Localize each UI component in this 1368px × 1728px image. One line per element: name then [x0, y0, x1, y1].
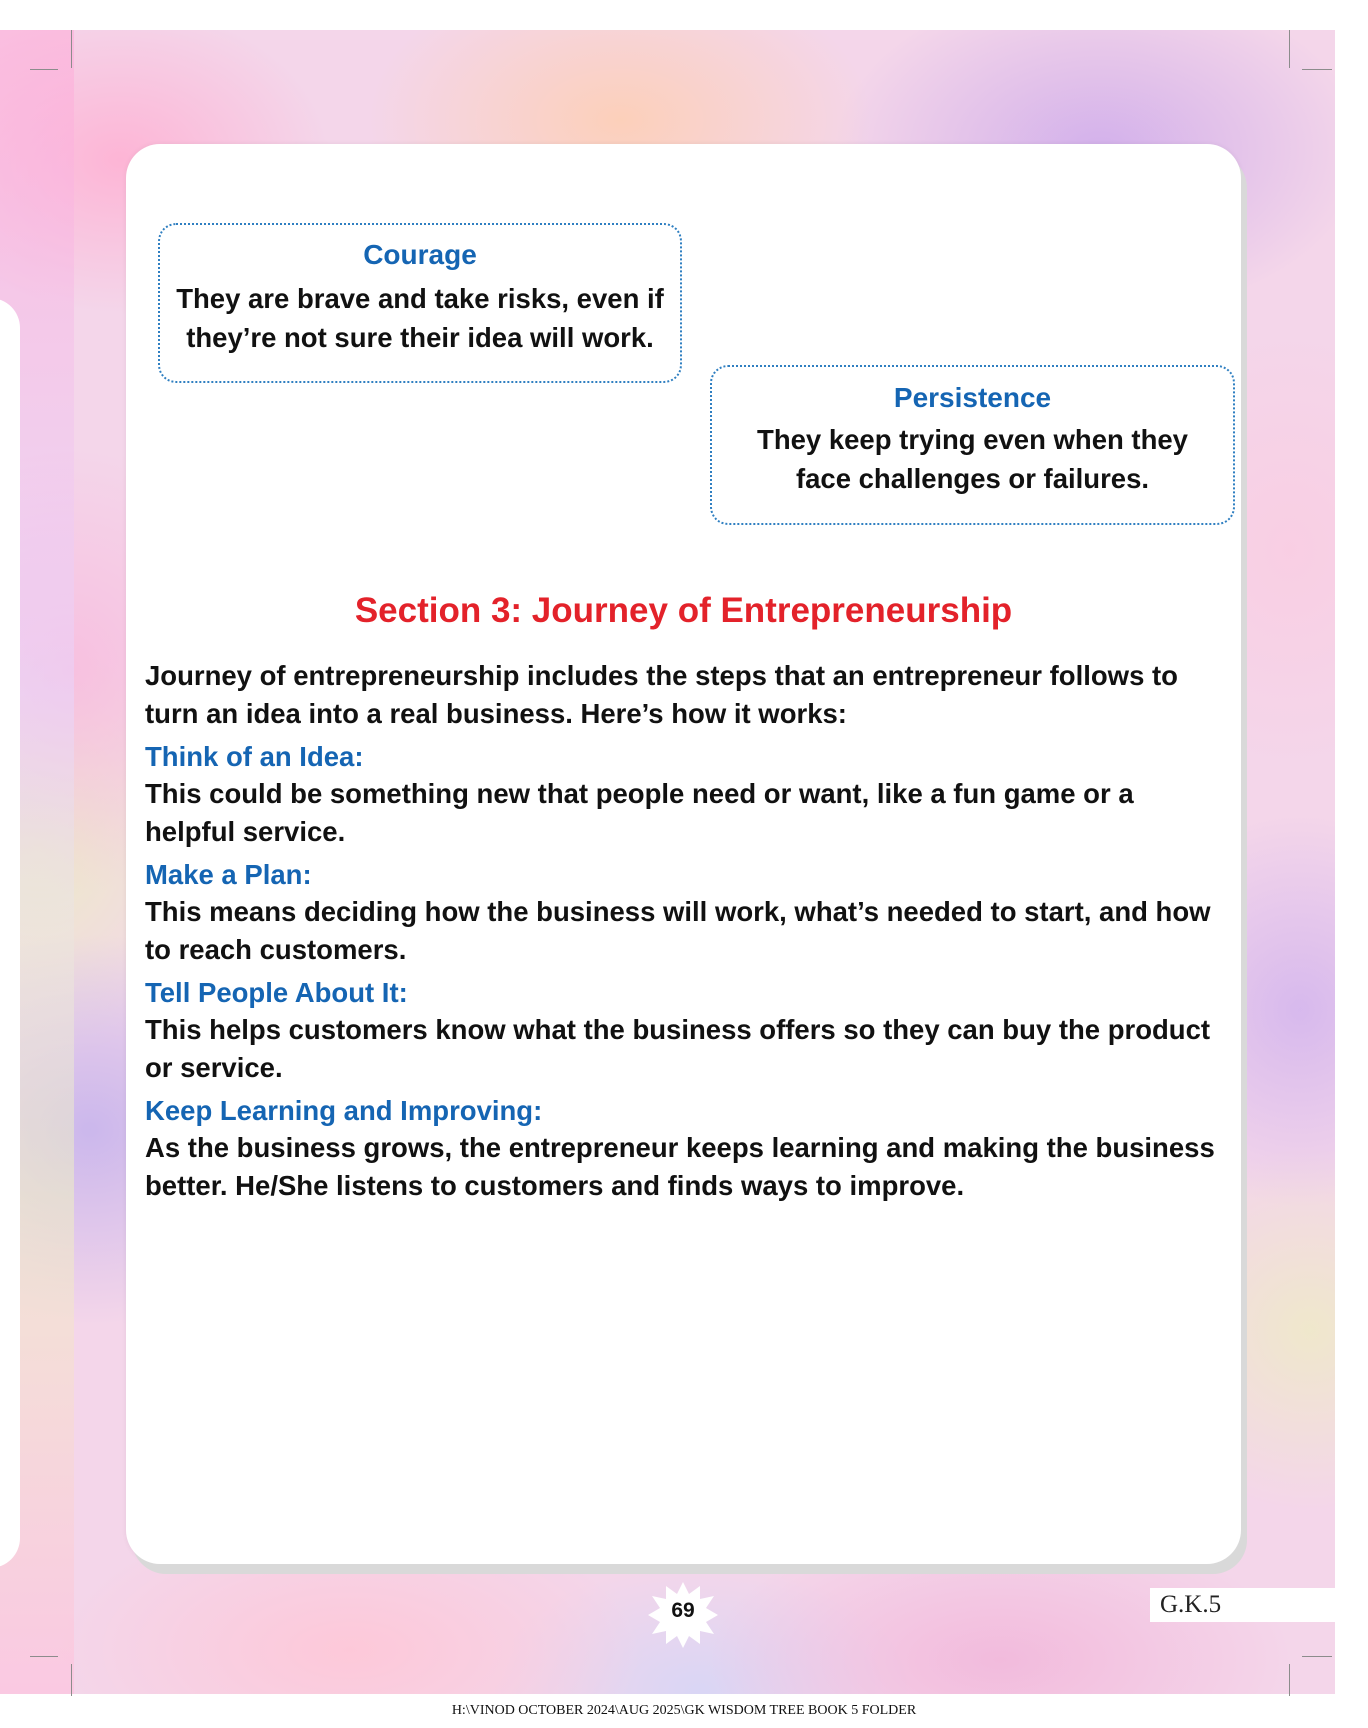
section-body [145, 657, 1230, 1211]
crop-mark [1289, 1664, 1290, 1696]
trait-line: They keep trying even when they [757, 424, 1188, 455]
intro-paragraph: Journey of entrepreneurship includes the steps that an entrepreneur follows to turn an idea into a real business. Here’s how it works: [145, 660, 1178, 729]
step-item [145, 739, 1230, 851]
crop-mark [71, 1664, 72, 1696]
step-title: Keep Learning and Improving: [145, 1095, 543, 1126]
step-item [145, 857, 1230, 969]
trait-box-courage [158, 223, 682, 383]
trait-title: Courage [363, 239, 477, 270]
step-title: Think of an Idea: [145, 741, 364, 772]
trait-line: face challenges or failures. [795, 463, 1150, 494]
section-heading: Section 3: Journey of Entrepreneurship [354, 591, 1013, 630]
step-text: This could be something new that people need or want, like a fun game or a helpful service. [145, 778, 1134, 847]
step-text: As the business grows, the entrepreneur keeps learning and making the business better. He/She listens to customers and finds ways to improve. [145, 1132, 1215, 1201]
crop-mark [1302, 1656, 1332, 1657]
previous-page-edge [0, 298, 20, 1568]
crop-mark [30, 1656, 58, 1657]
trait-line: they’re not sure their idea will work. [186, 322, 654, 353]
step-text: This helps customers know what the business offers so they can buy the product or service. [145, 1014, 1211, 1083]
crop-mark [1289, 30, 1290, 68]
crop-mark [71, 30, 72, 68]
step-title: Tell People About It: [145, 977, 408, 1008]
page-number: 69 [671, 1599, 695, 1622]
step-item [145, 1093, 1230, 1205]
file-path-footer: H:\VINOD OCTOBER 2024\AUG 2025\GK WISDOM TREE BOOK 5 FOLDER [451, 1703, 917, 1718]
trait-description [712, 420, 1233, 498]
crop-mark [1302, 69, 1332, 70]
trait-title: Persistence [893, 382, 1052, 413]
trait-box-persistence [710, 365, 1235, 525]
step-item [145, 975, 1230, 1087]
crop-mark [30, 69, 58, 70]
book-label: G.K.5 [1150, 1588, 1335, 1622]
trait-description [160, 279, 680, 357]
step-title: Make a Plan: [145, 859, 312, 890]
trait-line: They are brave and take risks, even if [176, 283, 664, 314]
step-text: This means deciding how the business will work, what’s needed to start, and how to reach customers. [145, 896, 1211, 965]
